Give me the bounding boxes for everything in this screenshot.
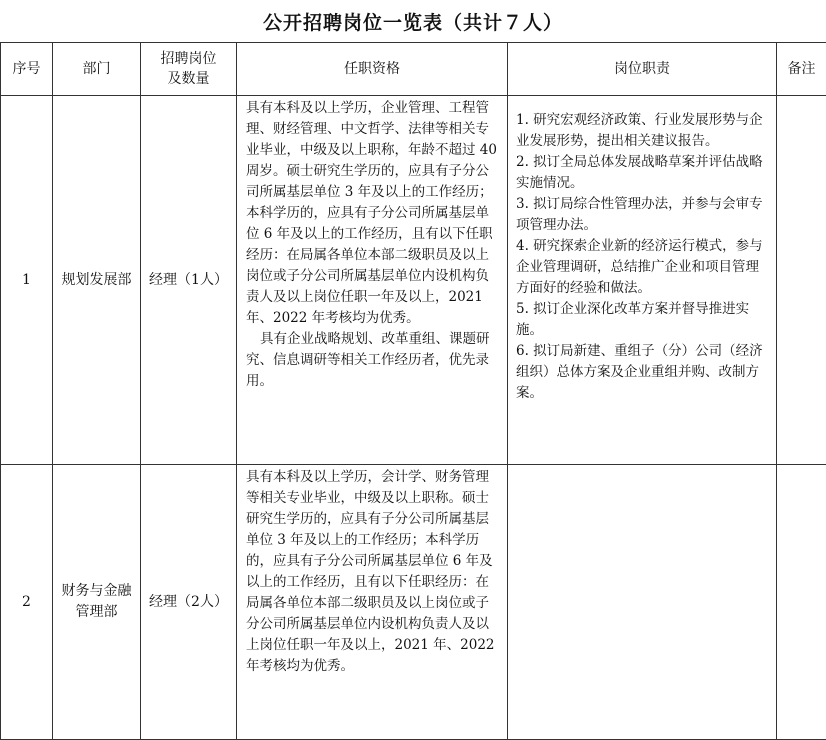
duty-item: 1. 研究宏观经济政策、行业发展形势与企业发展形势，提出相关建议报告。 — [516, 110, 770, 152]
duty-item: 6. 拟订局新建、重组子（分）公司（经济组织）总体方案及企业重组并购、改制方案。 — [516, 341, 770, 404]
row-requirements — [237, 465, 508, 740]
header-duties: 岗位职责 — [508, 43, 777, 96]
requirement-paragraph-text: 具有企业战略规划、改革重组、课题研究、信息调研等相关工作经历者，优先录用。 — [246, 331, 490, 389]
duty-item: 2. 拟订全局总体发展战略草案并评估战略实施情况。 — [516, 152, 770, 194]
row-position: 经理（2人） — [141, 465, 237, 740]
row-seq: 2 — [1, 465, 53, 740]
header-requirements: 任职资格 — [237, 43, 508, 96]
row-dept — [53, 465, 141, 740]
row-notes — [777, 465, 826, 740]
row-duties — [508, 465, 777, 740]
row-requirements — [237, 96, 508, 465]
duty-item: 3. 拟订局综合性管理办法，并参与会审专项管理办法。 — [516, 194, 770, 236]
requirement-paragraph: 具有本科及以上学历，企业管理、工程管理、财经管理、中文哲学、法律等相关专业毕业，中级及以上职称，年龄不超过 40周岁。硕士研究生学历的，应具有子分公司所属基层单位 3 年及以上的工作经历；本科学历的，应具有子分公司所属基层单位 6 年及以上的工作经历，且有以下任职经历：在局属各单位本部二级职员及以上岗位或子分公司所属基层单位内设机构负责人及以上岗位任职一年及以上，2021 年、2022 年考核均为优秀。 — [246, 98, 501, 329]
page-title: 公开招聘岗位一览表（共计７人） — [0, 0, 826, 42]
header-dept: 部门 — [53, 43, 141, 96]
header-position-line1: 招聘岗位 — [141, 49, 236, 69]
recruitment-table — [0, 42, 826, 740]
row-duties — [508, 96, 777, 465]
row-dept: 规划发展部 — [53, 96, 141, 465]
header-notes: 备注 — [777, 43, 826, 96]
row-position: 经理（1人） — [141, 96, 237, 465]
row-seq: 1 — [1, 96, 53, 465]
row-notes — [777, 96, 826, 465]
duty-item: 5. 拟订企业深化改革方案并督导推进实施。 — [516, 299, 770, 341]
requirement-paragraph — [246, 329, 501, 392]
row-dept-line2: 管理部 — [53, 602, 140, 623]
table-row — [1, 96, 826, 465]
duty-item: 4. 研究探索企业新的经济运行模式，参与企业管理调研，总结推广企业和项目管理方面好的经验和做法。 — [516, 236, 770, 299]
header-seq: 序号 — [1, 43, 53, 96]
requirement-paragraph: 具有本科及以上学历，会计学、财务管理等相关专业毕业，中级及以上职称。硕士研究生学历的，应具有子分公司所属基层单位 3 年及以上的工作经历；本科学历的，应具有子分公司所属基层单位 6 年及以上的工作经历，且有以下任职经历：在局属各单位本部二级职员及以上岗位或子分公司所属基层单位内设机构负责人及以上岗位任职一年及以上，2021 年、2022 年考核均为优秀。 — [246, 467, 501, 677]
header-position-line2: 及数量 — [141, 69, 236, 89]
header-position — [141, 43, 237, 96]
row-dept-line1: 财务与金融 — [53, 581, 140, 602]
table-row — [1, 465, 826, 740]
header-row — [1, 43, 826, 96]
